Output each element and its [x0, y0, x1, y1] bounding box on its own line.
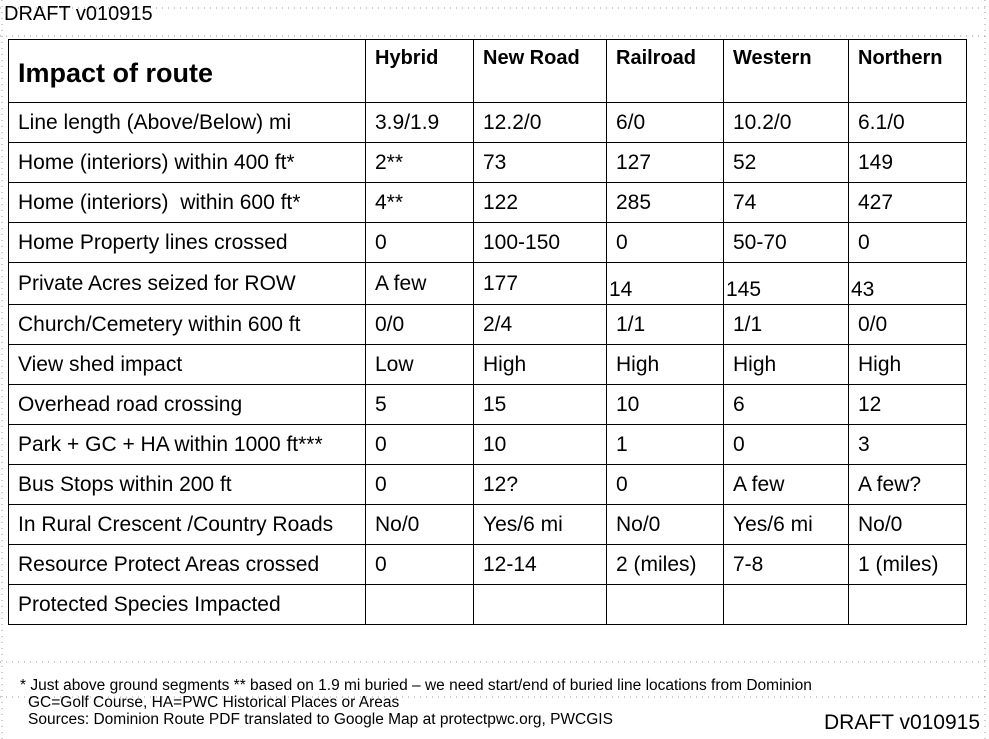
cell-hybrid: Low	[366, 345, 474, 385]
table-row-park-gc-ha	[9, 425, 967, 465]
draft-label-bottom: DRAFT v010915	[824, 711, 981, 734]
cell-railroad: 10	[607, 385, 724, 425]
table-row-homes-600ft	[9, 183, 967, 223]
cell-northern: 3	[849, 425, 967, 465]
row-label: Overhead road crossing	[9, 385, 366, 425]
cell-western: 145	[724, 263, 849, 305]
cell-railroad: No/0	[607, 505, 724, 545]
row-label: Park + GC + HA within 1000 ft***	[9, 425, 366, 465]
table-header-row	[9, 40, 967, 103]
row-label: Bus Stops within 200 ft	[9, 465, 366, 505]
cell-new-road: 12?	[474, 465, 607, 505]
cell-new-road: 2/4	[474, 305, 607, 345]
row-label: Protected Species Impacted	[9, 585, 366, 625]
cell-railroad: High	[607, 345, 724, 385]
cell-northern: No/0	[849, 505, 967, 545]
cell-railroad	[607, 585, 724, 625]
cell-new-road: 122	[474, 183, 607, 223]
column-header-hybrid: Hybrid	[366, 40, 474, 103]
cell-railroad: 2 (miles)	[607, 545, 724, 585]
column-header-railroad: Railroad	[607, 40, 724, 103]
cell-hybrid: 0	[366, 465, 474, 505]
cell-hybrid: 3.9/1.9	[366, 103, 474, 143]
table-row-resource-protect	[9, 545, 967, 585]
cell-hybrid: 4**	[366, 183, 474, 223]
cell-railroad: 14	[607, 263, 724, 305]
cell-northern: 427	[849, 183, 967, 223]
cell-new-road	[474, 585, 607, 625]
draft-label-top: DRAFT v010915	[4, 3, 153, 25]
cell-western: 52	[724, 143, 849, 183]
cell-hybrid: No/0	[366, 505, 474, 545]
row-label: Home (interiors) within 400 ft*	[9, 143, 366, 183]
cell-western: Yes/6 mi	[724, 505, 849, 545]
cell-western: 10.2/0	[724, 103, 849, 143]
cell-northern: 0	[849, 223, 967, 263]
cell-western: A few	[724, 465, 849, 505]
cell-hybrid: 0	[366, 545, 474, 585]
cell-hybrid: 0	[366, 223, 474, 263]
row-label: In Rural Crescent /Country Roads	[9, 505, 366, 545]
cell-western: 1/1	[724, 305, 849, 345]
cell-hybrid: 0/0	[366, 305, 474, 345]
footnote-abbreviations: GC=Golf Course, HA=PWC Historical Places or Areas	[28, 694, 400, 711]
cell-railroad: 0	[607, 223, 724, 263]
row-label: Home Property lines crossed	[9, 223, 366, 263]
table-row-protected-species	[9, 585, 967, 625]
route-impact-table	[8, 39, 967, 625]
cell-northern: 43	[849, 263, 967, 305]
column-header-new-road: New Road	[474, 40, 607, 103]
cell-western: 50-70	[724, 223, 849, 263]
cell-new-road: 100-150	[474, 223, 607, 263]
cell-western: 6	[724, 385, 849, 425]
cell-northern	[849, 585, 967, 625]
row-label: Resource Protect Areas crossed	[9, 545, 366, 585]
cell-railroad: 6/0	[607, 103, 724, 143]
cell-new-road: Yes/6 mi	[474, 505, 607, 545]
row-label: View shed impact	[9, 345, 366, 385]
row-label: Church/Cemetery within 600 ft	[9, 305, 366, 345]
cell-new-road: 12-14	[474, 545, 607, 585]
column-header-western: Western	[724, 40, 849, 103]
cell-western	[724, 585, 849, 625]
table-row-view-shed	[9, 345, 967, 385]
column-header-northern: Northern	[849, 40, 967, 103]
cell-new-road: High	[474, 345, 607, 385]
cell-northern: High	[849, 345, 967, 385]
row-label: Home (interiors) within 600 ft*	[9, 183, 366, 223]
cell-railroad: 1/1	[607, 305, 724, 345]
cell-western: 0	[724, 425, 849, 465]
footnote-asterisks: * Just above ground segments ** based on 1.9 mi buried – we need start/end of buried line locations from Dominion	[20, 677, 812, 694]
cell-western: 74	[724, 183, 849, 223]
cell-hybrid: A few	[366, 263, 474, 305]
cell-new-road: 12.2/0	[474, 103, 607, 143]
cell-northern: 1 (miles)	[849, 545, 967, 585]
cell-northern: 0/0	[849, 305, 967, 345]
cell-new-road: 177	[474, 263, 607, 305]
table-row-private-acres	[9, 263, 967, 305]
table-row-line-length	[9, 103, 967, 143]
cell-railroad: 0	[607, 465, 724, 505]
table-title: Impact of route	[9, 40, 366, 103]
cell-northern: A few?	[849, 465, 967, 505]
cell-hybrid: 0	[366, 425, 474, 465]
footnotes	[20, 677, 812, 728]
cell-railroad: 127	[607, 143, 724, 183]
cell-new-road: 73	[474, 143, 607, 183]
cell-northern: 149	[849, 143, 967, 183]
cell-hybrid: 5	[366, 385, 474, 425]
cell-hybrid	[366, 585, 474, 625]
table-row-rural-crescent	[9, 505, 967, 545]
table-row-road-crossing	[9, 385, 967, 425]
cell-western: 7-8	[724, 545, 849, 585]
table-row-bus-stops	[9, 465, 967, 505]
cell-railroad: 285	[607, 183, 724, 223]
cell-northern: 12	[849, 385, 967, 425]
table-row-property-lines	[9, 223, 967, 263]
cell-western: High	[724, 345, 849, 385]
table-row-church-cemetery	[9, 305, 967, 345]
table-row-homes-400ft	[9, 143, 967, 183]
footnote-sources: Sources: Dominion Route PDF translated to Google Map at protectpwc.org, PWCGIS	[28, 711, 613, 728]
row-label: Private Acres seized for ROW	[9, 263, 366, 305]
cell-hybrid: 2**	[366, 143, 474, 183]
cell-railroad: 1	[607, 425, 724, 465]
cell-northern: 6.1/0	[849, 103, 967, 143]
cell-new-road: 15	[474, 385, 607, 425]
row-label: Line length (Above/Below) mi	[9, 103, 366, 143]
route-impact-table-container	[8, 39, 967, 625]
cell-new-road: 10	[474, 425, 607, 465]
